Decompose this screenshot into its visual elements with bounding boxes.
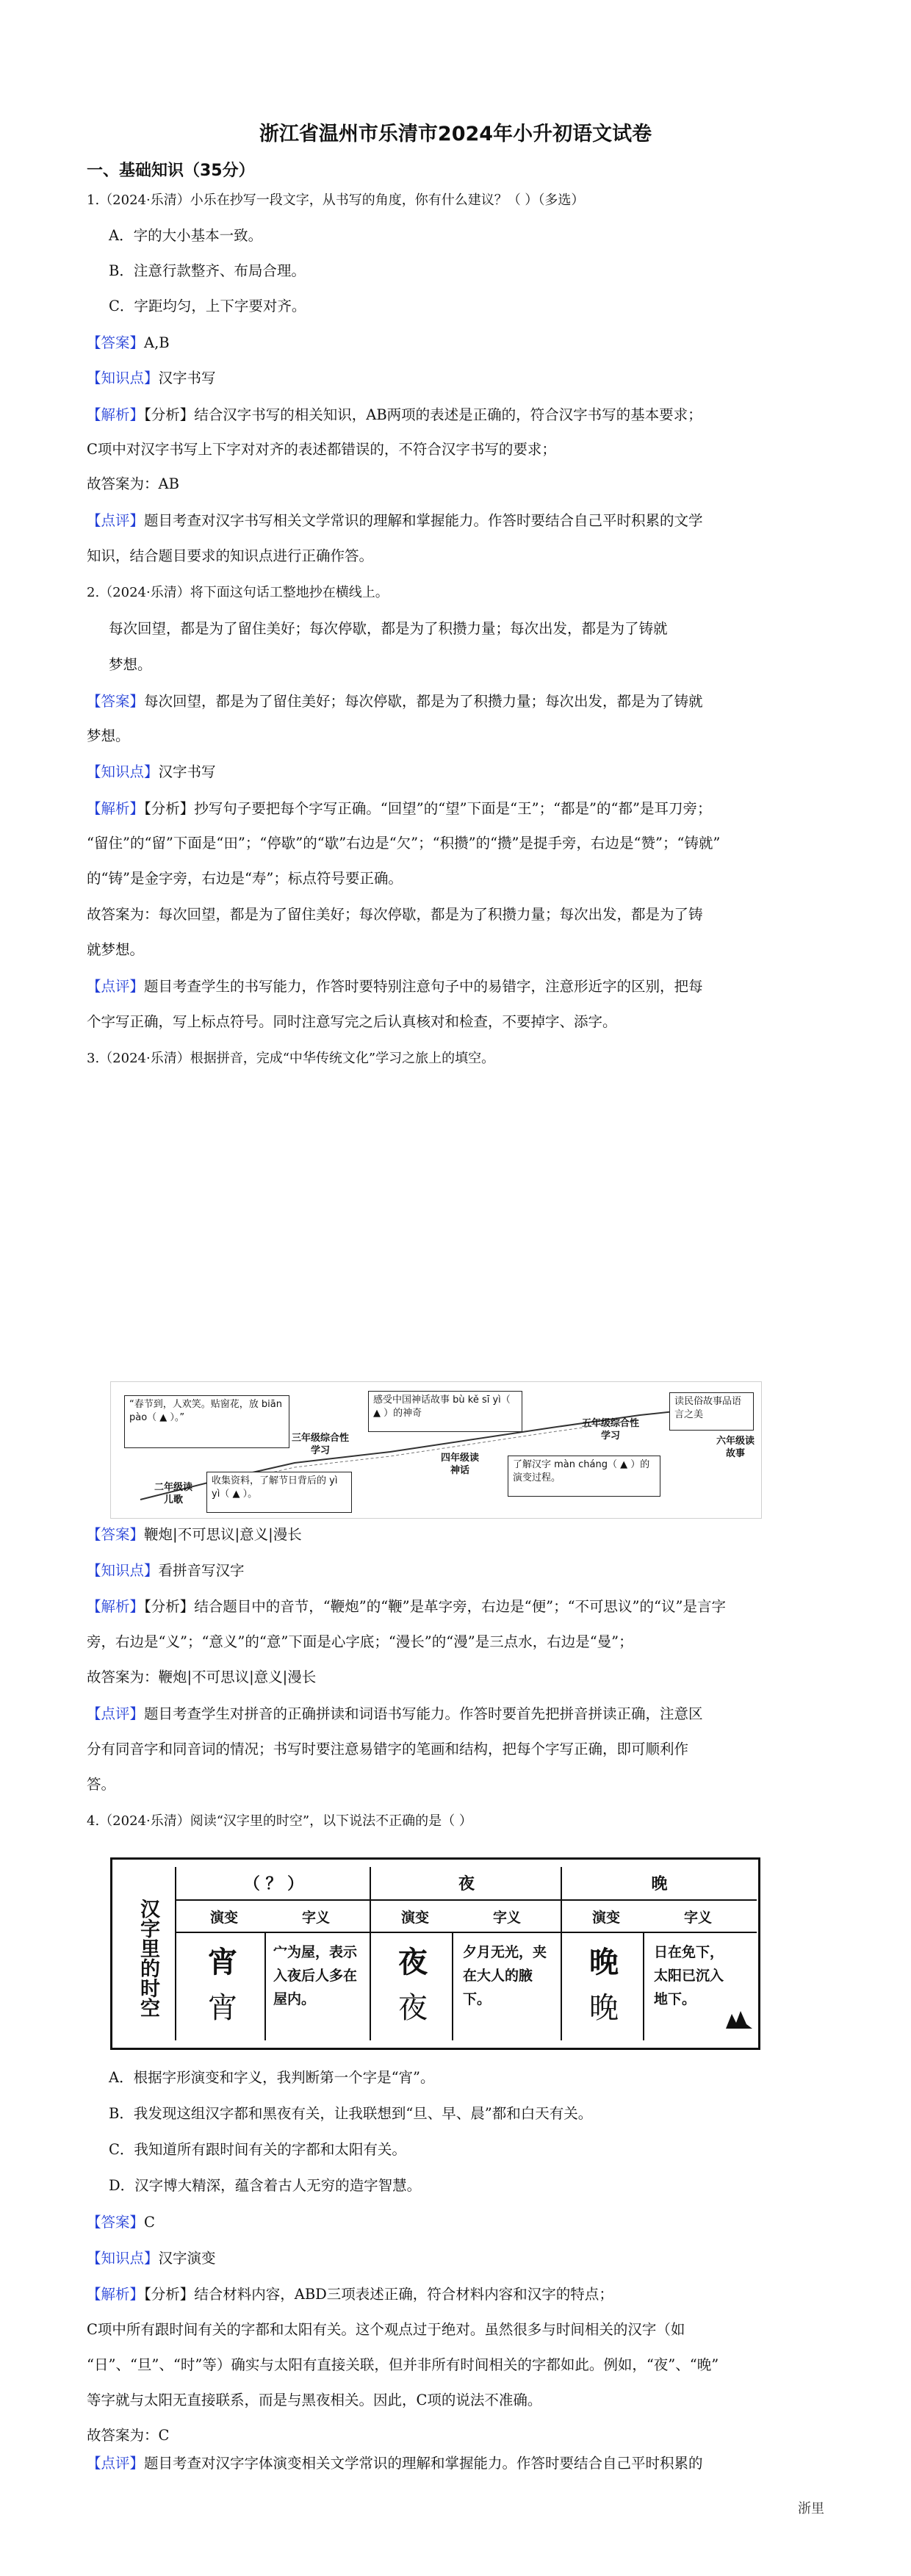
answer-tag: 【答案】 xyxy=(87,1526,145,1543)
grade-label-6: 六年级读故事 xyxy=(716,1436,755,1459)
q3-explanation-line2: 旁，右边是“义”；“意义”的“意”下面是心字底；“漫长”的“漫”是三点水，右边是“曼”； xyxy=(87,1633,633,1650)
comment-tag: 【点评】 xyxy=(87,978,145,995)
q4-comment xyxy=(87,2454,824,2473)
glyph-ancient: 宵 xyxy=(208,1945,237,1979)
page-title: 浙江省温州市乐清市2024年小升初语文试卷 xyxy=(259,123,652,145)
q1-knowledge xyxy=(87,369,824,388)
divider xyxy=(371,1899,562,1901)
explanation-tag: 【解析】 xyxy=(87,800,145,817)
panel-unknown-meaning: 宀为屋，表示入夜后人多在屋内。 xyxy=(273,1944,358,2007)
pinyin-box-2: 感受中国神话故事 bù kě sī yì（ ▲ ）的神奇 xyxy=(368,1391,522,1432)
q4-explanation xyxy=(87,2285,824,2304)
divider xyxy=(176,1932,371,1933)
hanzi-time-figure xyxy=(110,1857,760,2050)
meaning-header: 字义 xyxy=(492,1910,521,1926)
q2-stem: 2.（2024·乐清）将下面这句话工整地抄在横线上。 xyxy=(87,585,389,600)
q2-answer xyxy=(87,692,824,711)
q1-explanation-line3: 故答案为：AB xyxy=(87,475,179,492)
meaning-header: 字义 xyxy=(301,1910,330,1926)
q1-explanation xyxy=(87,406,824,425)
q4-option-b: B．我发现这组汉字都和黑夜有关，让我联想到“旦、早、晨”都和白天有关。 xyxy=(109,2105,593,2122)
q2-explanation-line2: “留住”的“留”下面是“田”；“停歇”的“歇”右边是“欠”；“积攒”的“攒”是提手旁，右边是“赞”；“铸就” xyxy=(87,835,721,852)
pinyin-box-5: 了解汉字 màn cháng（ ▲ ）的演变过程。 xyxy=(508,1456,660,1497)
panel-unknown xyxy=(175,1867,371,2040)
answer-tag: 【答案】 xyxy=(87,693,145,710)
q3-answer xyxy=(87,1525,824,1544)
glyph-modern: 夜 xyxy=(398,1991,428,2025)
q4-knowledge xyxy=(87,2249,824,2268)
divider xyxy=(562,1932,757,1933)
divider xyxy=(562,1899,757,1901)
q4-option-d: D．汉字博大精深，蕴含着古人无穷的造字智慧。 xyxy=(109,2177,422,2194)
q2-comment xyxy=(87,977,824,996)
knowledge-tag: 【知识点】 xyxy=(87,763,159,780)
panel-unknown-heading: （ ？ ） xyxy=(243,1875,304,1893)
q2-text-line1: 每次回望，都是为了留住美好；每次停歇，都是为了积攒力量；每次出发，都是为了铸就 xyxy=(109,620,668,637)
divider xyxy=(176,1899,371,1901)
q3-explanation xyxy=(87,1597,824,1616)
q1-comment xyxy=(87,511,824,530)
q2-knowledge xyxy=(87,763,824,782)
knowledge-tag: 【知识点】 xyxy=(87,2250,159,2267)
q2-explanation-line4: 故答案为：每次回望，都是为了留住美好；每次停歇，都是为了积攒力量；每次出发，都是为了铸 xyxy=(87,906,703,923)
panel-night-heading: 夜 xyxy=(458,1875,475,1893)
answer-tag: 【答案】 xyxy=(87,334,145,351)
q3-knowledge xyxy=(87,1561,824,1580)
q2-explanation-line5: 就梦想。 xyxy=(87,941,145,958)
grade-label-4: 四年级读神话 xyxy=(440,1453,479,1476)
grade-label-2: 二年级读儿歌 xyxy=(154,1482,192,1505)
q1-option-b: B．注意行款整齐、布局合理。 xyxy=(109,262,306,279)
pinyin-box-4: 收集资料，了解节日背后的 yì yì（ ▲ ）。 xyxy=(206,1472,352,1513)
q1-option-c: C．字距均匀，上下字要对齐。 xyxy=(109,298,306,314)
explanation-tag: 【解析】 xyxy=(87,406,145,423)
q1-knowledge-value: 汉字书写 xyxy=(158,370,216,386)
q2-comment-line1: 题目考查学生的书写能力，作答时要特别注意句子中的易错字，注意形近字的区别，把每 xyxy=(144,978,703,995)
meaning-header: 字义 xyxy=(683,1910,712,1926)
q2-explanation xyxy=(87,799,824,819)
evolution-header: 演变 xyxy=(209,1910,238,1926)
q1-explanation-line2: C项中对汉字书写上下字对对齐的表述都错误的，不符合汉字书写的要求； xyxy=(87,441,556,458)
q2-explanation-line1: 【分析】抄写句子要把每个字写正确。“回望”的“望”下面是“王”；“都是”的“都”是耳刀旁； xyxy=(144,800,712,817)
q3-comment-line1: 题目考查学生对拼音的正确拼读和词语书写能力。作答时要首先把拼音拼读正确，注意区 xyxy=(144,1705,703,1722)
panel-evening-meaning: 日在免下，太阳已沉入地下。 xyxy=(654,1944,724,2007)
pinyin-box-1: “春节到，人欢笑。贴窗花，放 biān pào（ ▲ ）。” xyxy=(124,1395,289,1448)
comment-tag: 【点评】 xyxy=(87,512,145,529)
q1-comment-line2: 知识，结合题目要求的知识点进行正确作答。 xyxy=(87,547,374,564)
comment-tag: 【点评】 xyxy=(87,1705,145,1722)
q2-answer-line1: 每次回望，都是为了留住美好；每次停歇，都是为了积攒力量；每次出发，都是为了铸就 xyxy=(144,693,703,710)
q3-comment-line3: 答。 xyxy=(87,1776,116,1793)
q4-answer-value: C xyxy=(144,2214,155,2231)
explanation-tag: 【解析】 xyxy=(87,1598,145,1615)
q4-answer xyxy=(87,2213,824,2232)
q2-text-line2: 梦想。 xyxy=(109,656,152,673)
q2-comment-line2: 个字写正确，写上标点符号。同时注意写完之后认真核对和检查，不要掉字、添字。 xyxy=(87,1013,617,1030)
panel-night xyxy=(370,1867,562,2040)
q1-explanation-line1: 【分析】结合汉字书写的相关知识，AB两项的表述是正确的，符合汉字书写的基本要求； xyxy=(144,406,702,423)
q4-explanation-line4: 等字就与太阳无直接联系，而是与黑夜相关。因此，C项的说法不准确。 xyxy=(87,2392,542,2408)
q3-answer-value: 鞭炮|不可思议|意义|漫长 xyxy=(144,1526,302,1543)
grade-label-3: 三年级综合性学习 xyxy=(291,1433,349,1456)
explanation-tag: 【解析】 xyxy=(87,2286,145,2303)
q4-option-c: C．我知道所有跟时间有关的字都和太阳有关。 xyxy=(109,2141,406,2158)
q4-explanation-line1: 【分析】结合材料内容，ABD三项表述正确，符合材料内容和汉字的特点； xyxy=(144,2286,613,2303)
q1-stem: 1.（2024·乐清）小乐在抄写一段文字，从书写的角度，你有什么建议？（ ）（多选） xyxy=(87,193,585,208)
divider xyxy=(371,1932,562,1933)
q2-knowledge-value: 汉字书写 xyxy=(158,763,216,780)
figure-side-title: 汉字里的时空 xyxy=(137,1899,159,2018)
q3-comment-line2: 分有同音字和同音词的情况；书写时要注意易错字的笔画和结构，把每个字写正确，即可顺利作 xyxy=(87,1741,689,1757)
q4-comment-line1: 题目考查对汉字字体演变相关文学常识的理解和掌握能力。作答时要结合自己平时积累的 xyxy=(144,2455,703,2472)
q1-answer-value: A,B xyxy=(144,334,170,351)
evolution-header: 演变 xyxy=(591,1910,620,1926)
mountain-icon xyxy=(724,2008,754,2030)
q2-explanation-line3: 的“铸”是金字旁，右边是“寿”；标点符号要正确。 xyxy=(87,870,403,887)
divider xyxy=(452,1932,453,2040)
panel-evening-heading: 晚 xyxy=(651,1875,668,1893)
q3-stem: 3.（2024·乐清）根据拼音，完成“中华传统文化”学习之旅上的填空。 xyxy=(87,1051,495,1066)
answer-tag: 【答案】 xyxy=(87,2214,145,2231)
glyph-modern: 晚 xyxy=(589,1991,619,2025)
q1-comment-line1: 题目考查对汉字书写相关文学常识的理解和掌握能力。作答时要结合自己平时积累的文学 xyxy=(144,512,703,529)
glyph-ancient: 晚 xyxy=(589,1945,619,1979)
page-footer: 浙里 xyxy=(798,2501,824,2516)
knowledge-tag: 【知识点】 xyxy=(87,1562,159,1579)
knowledge-tag: 【知识点】 xyxy=(87,370,159,386)
panel-night-meaning: 夕月无光，夹在大人的腋下。 xyxy=(463,1944,547,2007)
learning-journey-figure xyxy=(110,1381,762,1519)
q4-explanation-line2: C项中所有跟时间有关的字都和太阳有关。这个观点过于绝对。虽然很多与时间相关的汉字（如 xyxy=(87,2321,685,2338)
evolution-header: 演变 xyxy=(400,1910,429,1926)
divider xyxy=(643,1932,644,2040)
q4-explanation-line3: “日”、“旦”、“时”等）确实与太阳有直接关联，但并非所有时间相关的字都如此。例如，“夜”、“晚” xyxy=(87,2356,719,2373)
q4-stem: 4.（2024·乐清）阅读“汉字里的时空”，以下说法不正确的是（ ） xyxy=(87,1813,472,1829)
q4-option-a: A．根据字形演变和字义，我判断第一个字是“宵”。 xyxy=(109,2069,435,2086)
q1-option-a: A．字的大小基本一致。 xyxy=(109,227,263,244)
q2-answer-line2: 梦想。 xyxy=(87,727,130,744)
q3-explanation-line3: 故答案为：鞭炮|不可思议|意义|漫长 xyxy=(87,1669,317,1685)
comment-tag: 【点评】 xyxy=(87,2455,145,2472)
q4-knowledge-value: 汉字演变 xyxy=(158,2250,216,2267)
section-heading: 一、基础知识（35分） xyxy=(87,162,255,180)
glyph-modern: 宵 xyxy=(208,1991,237,2025)
pinyin-box-3: 读民俗故事品语言之美 xyxy=(669,1392,754,1431)
q3-explanation-line1: 【分析】结合题目中的音节，“鞭炮”的“鞭”是革字旁，右边是“便”；“不可思议”的“议”是言字 xyxy=(144,1598,726,1615)
q1-answer xyxy=(87,334,824,353)
divider xyxy=(264,1932,266,2040)
q4-explanation-line5: 故答案为：C xyxy=(87,2427,170,2444)
q3-knowledge-value: 看拼音写汉字 xyxy=(158,1562,245,1579)
grade-label-5: 五年级综合性学习 xyxy=(581,1418,639,1442)
panel-evening xyxy=(561,1867,757,2040)
q3-comment xyxy=(87,1705,824,1724)
glyph-ancient: 夜 xyxy=(398,1945,428,1979)
